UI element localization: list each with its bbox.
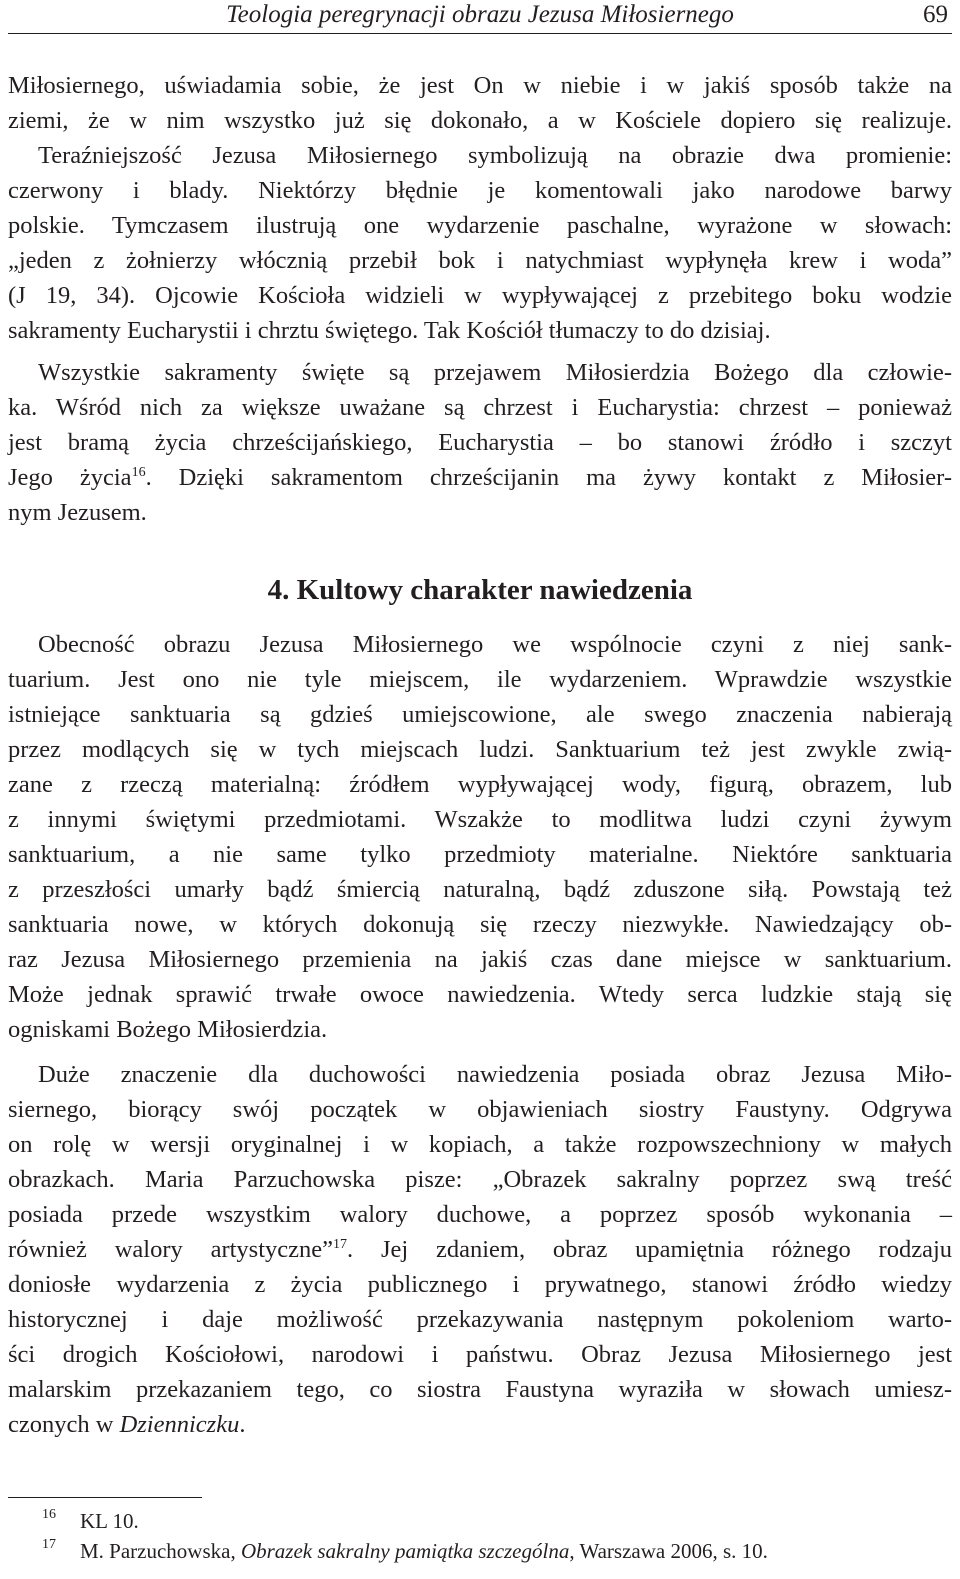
footnote-16: [8, 1506, 952, 1536]
text-line: Może jednak sprawić trwałe owoce nawiedzenia. Wtedy serca ludzkie stają się: [8, 981, 952, 1008]
footnote-number: 16: [42, 1507, 56, 1522]
text-line: ka. Wśród nich za większe uważane są chrzest i Eucharystia: chrzest – ponieważ: [8, 394, 952, 421]
text-line: [8, 1407, 952, 1442]
running-title: Teologia peregrynacji obrazu Jezusa Miłosiernego: [226, 1, 734, 28]
page-number: 69: [923, 1, 948, 28]
book-title: Dzienniczku: [119, 1411, 240, 1438]
text-line: sakramenty Eucharystii i chrztu świętego. Tak Kościół tłumaczy to do dzisiaj.: [8, 317, 771, 344]
text-line: ści drogich Kościołowi, narodowi i państwu. Obraz Jezusa Miłosiernego jest: [8, 1341, 952, 1368]
text-fragment: Jego życia: [8, 464, 132, 491]
text-line: obrazkach. Maria Parzuchowska pisze: „Obrazek sakralny poprzez swą treść: [8, 1166, 952, 1193]
footnote-ref-16[interactable]: 16: [131, 464, 146, 480]
text-line: czerwony i blady. Niektórzy błędnie je komentowali jako narodowe barwy: [8, 177, 952, 204]
text-line: Miłosiernego, uświadamia sobie, że jest On w niebie i w jakiś sposób także na: [8, 72, 952, 99]
text-line: raz Jezusa Miłosiernego przemienia na jakiś czas dane miejsce w sanktuarium.: [8, 946, 952, 973]
footnote-ref-17[interactable]: 17: [333, 1236, 348, 1252]
footnote-number: 17: [42, 1537, 56, 1552]
footnote-separator: [8, 1497, 202, 1498]
paragraph-4: [8, 1057, 952, 1442]
paragraph-2: [8, 355, 952, 530]
text-line: ziemi, że w nim wszystko już się dokonało, a w Kościele dopiero się realizuje.: [8, 107, 952, 134]
text-line: tuarium. Jest ono nie tyle miejscem, ile wydarzeniem. Wprawdzie wszystkie: [8, 666, 952, 693]
footnote-17: [8, 1536, 952, 1566]
text-line: przez modlących się w tych miejscach ludzi. Sanktuarium też jest zwykle zwią-: [8, 736, 952, 763]
text-line: Teraźniejszość Jezusa Miłosiernego symbolizują na obrazie dwa promienie:: [38, 142, 952, 169]
text-line: jest bramą życia chrześcijańskiego, Eucharystia – bo stanowi źródło i szczyt: [8, 429, 952, 456]
text-fragment: . Jej zdaniem, obraz upamiętnia różnego rodzaju: [347, 1236, 952, 1263]
text-line: Obecność obrazu Jezusa Miłosiernego we wspólnocie czyni z niej sank-: [38, 631, 952, 658]
text-line: on rolę w wersji oryginalnej i w kopiach, a także rozpowszechniony w małych: [8, 1131, 952, 1158]
text-line: malarskim przekazaniem tego, co siostra Faustyna wyraziła w słowach umiesz-: [8, 1376, 952, 1403]
text-line: z przeszłości umarły bądź śmiercią naturalną, bądź zduszone siłą. Powstają też: [8, 876, 952, 903]
text-line: ogniskami Bożego Miłosierdzia.: [8, 1016, 328, 1043]
text-line: [8, 460, 952, 495]
text-line: siernego, biorący swój początek w objawieniach siostry Faustyny. Odgrywa: [8, 1096, 952, 1123]
text-line: Duże znaczenie dla duchowości nawiedzenia posiada obraz Jezusa Miło-: [38, 1061, 952, 1088]
text-fragment: .: [239, 1411, 246, 1438]
text-line: nym Jezusem.: [8, 499, 147, 526]
text-line: Wszystkie sakramenty święte są przejawem Miłosierdzia Bożego dla człowie-: [38, 359, 952, 386]
running-header: [8, 0, 952, 34]
paragraph-3: [8, 627, 952, 1047]
text-fragment: M. Parzuchowska,: [80, 1539, 241, 1563]
text-line: [8, 1232, 952, 1267]
footnote-text: KL 10.: [80, 1509, 139, 1533]
text-fragment: . Dzięki sakramentom chrześcijanin ma żywy kontakt z Miłosier-: [145, 464, 952, 491]
text-line: zane z rzeczą materialną: źródłem wypływającej wody, figurą, obrazem, lub: [8, 771, 952, 798]
text-line: istniejące sanktuaria są gdzieś umiejscowione, ale swego znaczenia nabierają: [8, 701, 952, 728]
cited-title: Obrazek sakralny pamiątka szczególna: [240, 1539, 570, 1563]
text-line: z innymi świętymi przedmiotami. Wszakże to modlitwa ludzi czyni żywym: [8, 806, 952, 833]
text-line: polskie. Tymczasem ilustrują one wydarzenie paschalne, wyrażone w słowach:: [8, 212, 952, 239]
text-fragment: , Warszawa 2006, s. 10.: [569, 1539, 768, 1563]
text-line: sanktuaria nowe, w których dokonują się rzeczy niezwykłe. Nawiedzający ob-: [8, 911, 952, 938]
text-line: (J 19, 34). Ojcowie Kościoła widzieli w wypływającej z przebitego boku wodzie: [8, 282, 952, 309]
text-fragment: czonych w: [8, 1411, 120, 1438]
text-fragment: również walory artystyczne”: [8, 1236, 334, 1263]
text-line: sanktuarium, a nie same tylko przedmioty materialne. Niektóre sanktuaria: [8, 841, 952, 868]
paragraph-1: [8, 68, 952, 348]
footnote-text: [80, 1536, 768, 1566]
text-line: posiada przede wszystkim walory duchowe, a poprzez sposób wykonania –: [8, 1201, 952, 1228]
section-heading: 4. Kultowy charakter nawiedzenia: [267, 574, 693, 606]
text-line: „jeden z żołnierzy włócznią przebił bok i natychmiast wypłynęła krew i woda”: [8, 247, 952, 274]
text-line: historycznej i daje możliwość przekazywania następnym pokoleniom warto-: [8, 1306, 952, 1333]
text-line: doniosłe wydarzenia z życia publicznego i prywatnego, stanowi źródło wiedzy: [8, 1271, 952, 1298]
